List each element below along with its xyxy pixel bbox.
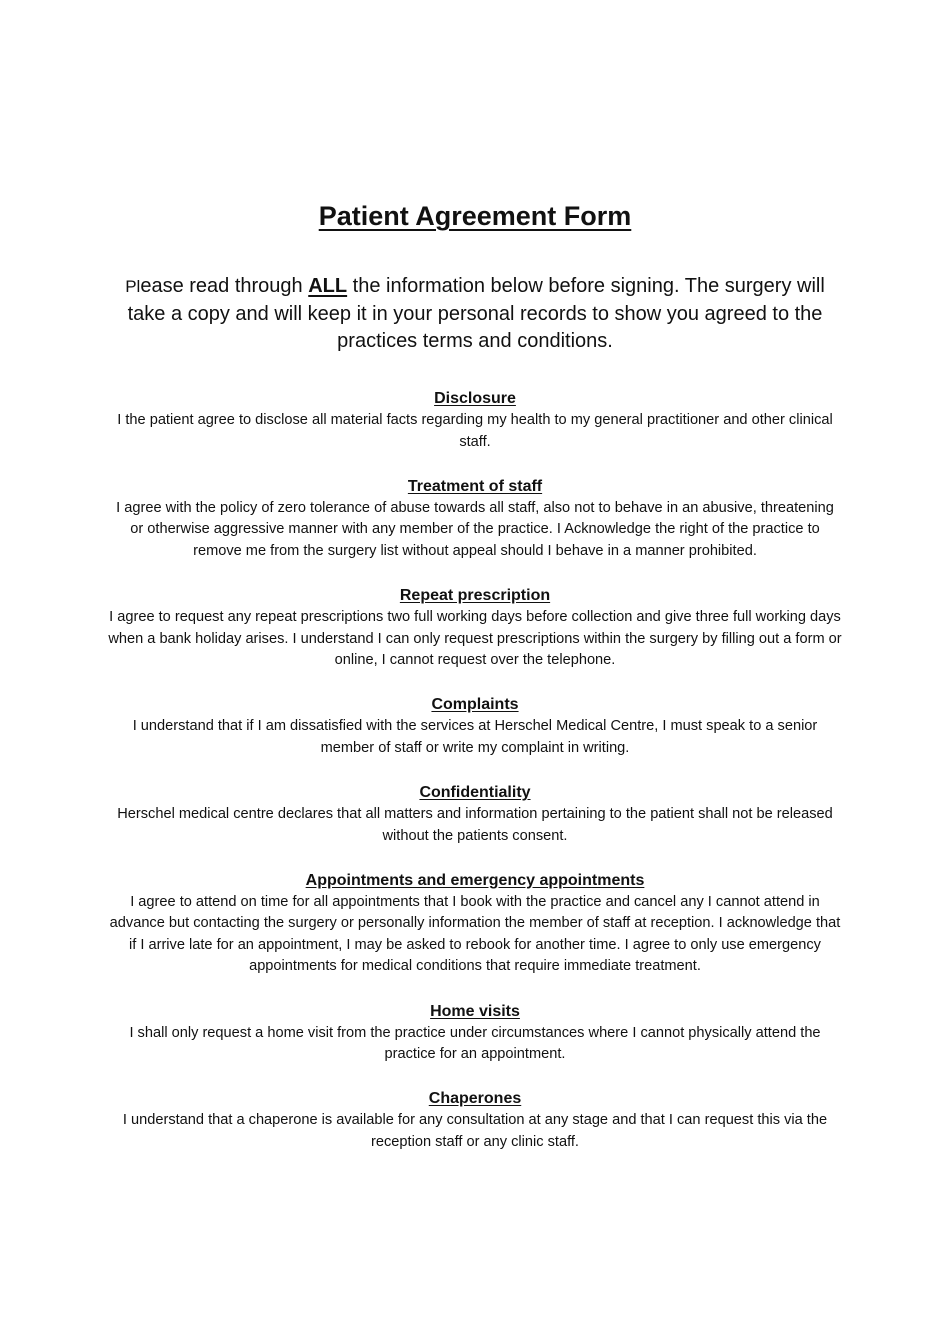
section-heading: Chaperones — [428, 1090, 522, 1108]
section-body: I agree to request any repeat prescriptions two full working days before collection and give three full working days when a bank holiday arises. I understand I can only request prescriptions within the surgery by filling out a form or online, I cannot request over the telephone. — [108, 608, 842, 669]
section-body: I agree to attend on time for all appointments that I book with the practice and cancel any I cannot attend in advance but contacting the surgery or personally information the member of staff at reception. I acknowledge that if I arrive late for an appointment, I may be asked to rebook for another time. I agree to only use emergency appointments for medical conditions that require immediate treatment. — [109, 893, 841, 975]
section-chaperones — [108, 1087, 842, 1153]
page-title: Patient Agreement Form — [318, 201, 632, 231]
section-heading: Repeat prescription — [399, 586, 551, 604]
intro-paragraph — [105, 273, 845, 356]
intro-lead: ease read through — [140, 275, 309, 297]
section-treatment-of-staff — [108, 475, 842, 563]
section-complaints — [108, 693, 842, 759]
section-body: I the patient agree to disclose all material facts regarding my health to my general practitioner and other clinical staff. — [117, 412, 833, 450]
section-body: Herschel medical centre declares that all matters and information pertaining to the patient shall not be released without the patients consent. — [117, 805, 833, 844]
section-confidentiality — [108, 781, 842, 847]
intro-emphasis: ALL — [308, 275, 348, 297]
section-heading: Appointments and emergency appointments — [305, 871, 645, 889]
section-body: I understand that a chaperone is available for any consultation at any stage and that I can request this via the reception staff or any clinic staff. — [122, 1112, 828, 1150]
section-heading: Complaints — [431, 696, 519, 714]
agreement-sections — [108, 387, 842, 1175]
section-body: I understand that if I am dissatisfied with the services at Herschel Medical Centre, I must speak to a senior member of staff or write my complaint in writing. — [132, 718, 818, 756]
section-appointments — [108, 869, 842, 978]
intro-lead-small: Pl — [125, 277, 141, 296]
section-repeat-prescription — [108, 584, 842, 672]
intro-rest: the information below before signing. The surgery will take a copy and will keep it in your personal records to show you agreed to the practices terms and conditions. — [127, 275, 825, 352]
section-heading: Disclosure — [434, 390, 516, 407]
section-body: I agree with the policy of zero tolerance of abuse towards all staff, also not to behave in an abusive, threatening or otherwise aggressive manner with any member of the practice. I Acknowledge the right of the practice to remove me from the surgery list without appeal should I behave in a manner prohibited. — [116, 499, 834, 559]
section-body: I shall only request a home visit from the practice under circumstances where I cannot physically attend the practice for an appointment. — [129, 1024, 821, 1063]
section-heading: Confidentiality — [419, 783, 531, 801]
section-disclosure — [108, 387, 842, 453]
section-heading: Home visits — [430, 1002, 520, 1020]
section-home-visits — [108, 1000, 842, 1066]
section-heading: Treatment of staff — [407, 477, 543, 495]
